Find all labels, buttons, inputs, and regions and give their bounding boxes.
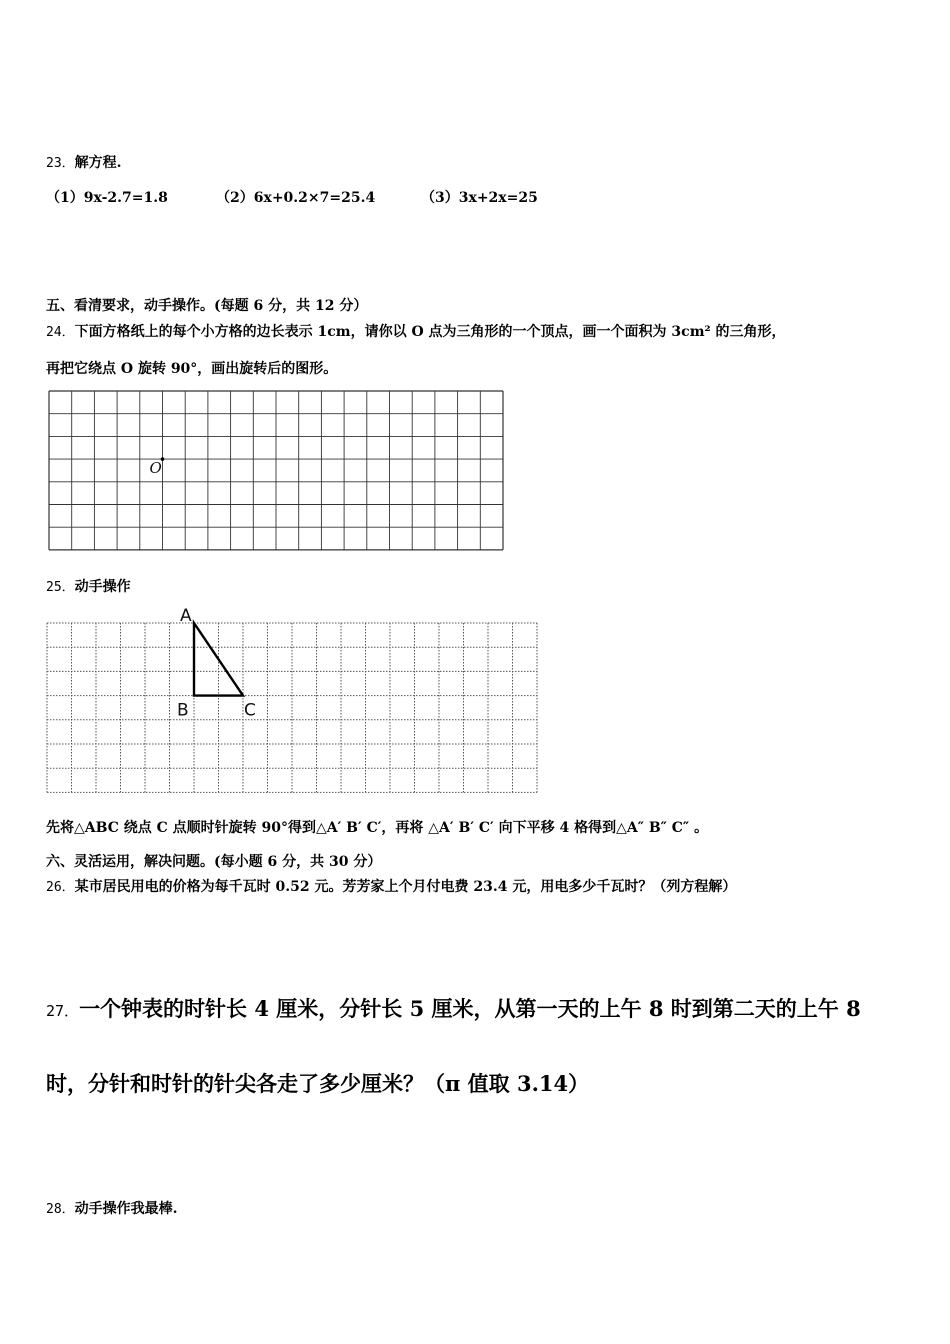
point-o-label: O — [149, 459, 162, 478]
question-number: 24． — [46, 325, 75, 340]
question-23 — [46, 152, 122, 172]
question-24-line-1 — [46, 321, 786, 341]
triangle-abc — [194, 623, 243, 696]
equation-1: （1）9x-2.7=1.8 — [46, 190, 168, 206]
question-25-instruction: 先将△ABC 绕点 C 点顺时针旋转 90°得到△A′ B′ C′，再将 △A′ B′ C′ 向下平移 4 格得到△A″ B″ C″ 。 — [46, 820, 709, 836]
label-a: A — [180, 606, 192, 626]
question-text: 动手操作 — [74, 579, 131, 595]
question-27-line-1 — [46, 993, 861, 1023]
equation-2: （2）6x+0.2×7=25.4 — [216, 190, 376, 206]
question-text: 下面方格纸上的每个小方格的边长表示 1cm，请你以 O 点为三角形的一个顶点，画一个面积为 3cm² 的三角形， — [74, 324, 786, 340]
question-number: 25． — [46, 580, 75, 595]
label-c: C — [244, 700, 256, 721]
question-27-line-2: 时，分针和时针的针尖各走了多少厘米？（π 值取 3.14） — [46, 1071, 590, 1096]
square-grid-q24 — [47, 389, 507, 555]
question-number: 23． — [46, 156, 75, 171]
equation-3: （3）3x+2x=25 — [421, 190, 538, 206]
question-text: 某市居民用电的价格为每千瓦时 0.52 元。芳芳家上个月付电费 23.4 元，用电多少千瓦时？（列方程解） — [74, 879, 737, 895]
question-28 — [46, 1198, 178, 1218]
label-b: B — [177, 700, 189, 721]
question-number: 28． — [46, 1202, 75, 1217]
question-25 — [46, 576, 131, 596]
question-26 — [46, 876, 736, 896]
question-text: 一个钟表的时针长 4 厘米，分针长 5 厘米，从第一天的上午 8 时到第二天的上午 8 — [79, 996, 861, 1021]
question-text: 解方程. — [74, 155, 122, 171]
dotted-grid-q25 — [40, 600, 545, 800]
section-5-title: 五、看清要求，动手操作。(每题 6 分，共 12 分） — [46, 298, 368, 314]
question-number: 27． — [46, 1002, 80, 1020]
section-6-title: 六、灵活运用，解决问题。(每小题 6 分，共 30 分） — [46, 854, 382, 870]
question-24-line-2: 再把它绕点 O 旋转 90°，画出旋转后的图形。 — [46, 361, 338, 377]
question-text: 动手操作我最棒. — [74, 1201, 178, 1217]
question-number: 26． — [46, 880, 75, 895]
